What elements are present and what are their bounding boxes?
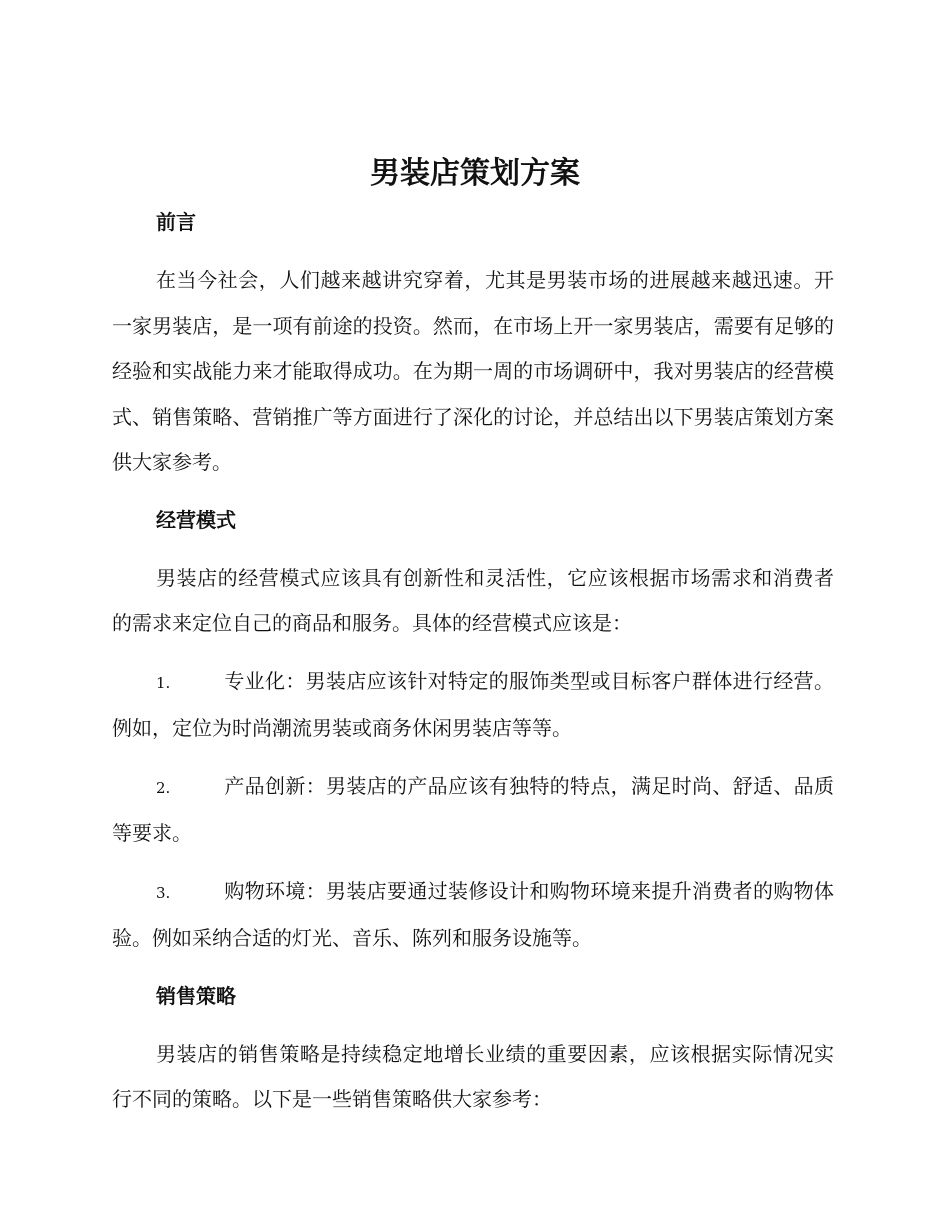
- section-heading-sales-strategy: 销售策略: [156, 983, 236, 1008]
- list-item: [112, 659, 834, 752]
- preface-paragraph: 在当今社会，人们越来越讲究穿着，尤其是男装市场的进展越来越迅速。开一家男装店，是一项有前途的投资。然而，在市场上开一家男装店，需要有足够的经验和实战能力来才能取得成功。在为期一周的市场调研中，我对男装店的经营模式、销售策略、营销推广等方面进行了深化的讨论，并总结出以下男装店策划方案供大家参考。: [112, 268, 834, 474]
- section-heading-business-model: 经营模式: [156, 507, 236, 532]
- list-item-number: 1.: [156, 673, 171, 692]
- list-item: [112, 869, 834, 962]
- business-model-paragraph: 男装店的经营模式应该具有创新性和灵活性，它应该根据市场需求和消费者的需求来定位自己的商品和服务。具体的经营模式应该是：: [112, 565, 834, 635]
- list-item-text: 产品创新：男装店的产品应该有独特的特点，满足时尚、舒适、品质等要求。: [112, 773, 834, 845]
- list-item-number: 2.: [156, 778, 171, 797]
- list-item: [112, 764, 834, 857]
- sales-strategy-paragraph: 男装店的销售策略是持续稳定地增长业绩的重要因素，应该根据实际情况实行不同的策略。以下是一些销售策略供大家参考：: [112, 1041, 834, 1111]
- list-item-text: 购物环境：男装店要通过装修设计和购物环境来提升消费者的购物体验。例如采纳合适的灯光、音乐、陈列和服务设施等。: [112, 878, 834, 950]
- document-title: 男装店策划方案: [370, 156, 580, 191]
- list-item-text: 专业化：男装店应该针对特定的服饰类型或目标客户群体进行经营。例如，定位为时尚潮流男装或商务休闲男装店等等。: [112, 668, 834, 740]
- section-heading-preface: 前言: [156, 210, 196, 234]
- list-item-number: 3.: [156, 883, 171, 902]
- document-body: [112, 200, 834, 1123]
